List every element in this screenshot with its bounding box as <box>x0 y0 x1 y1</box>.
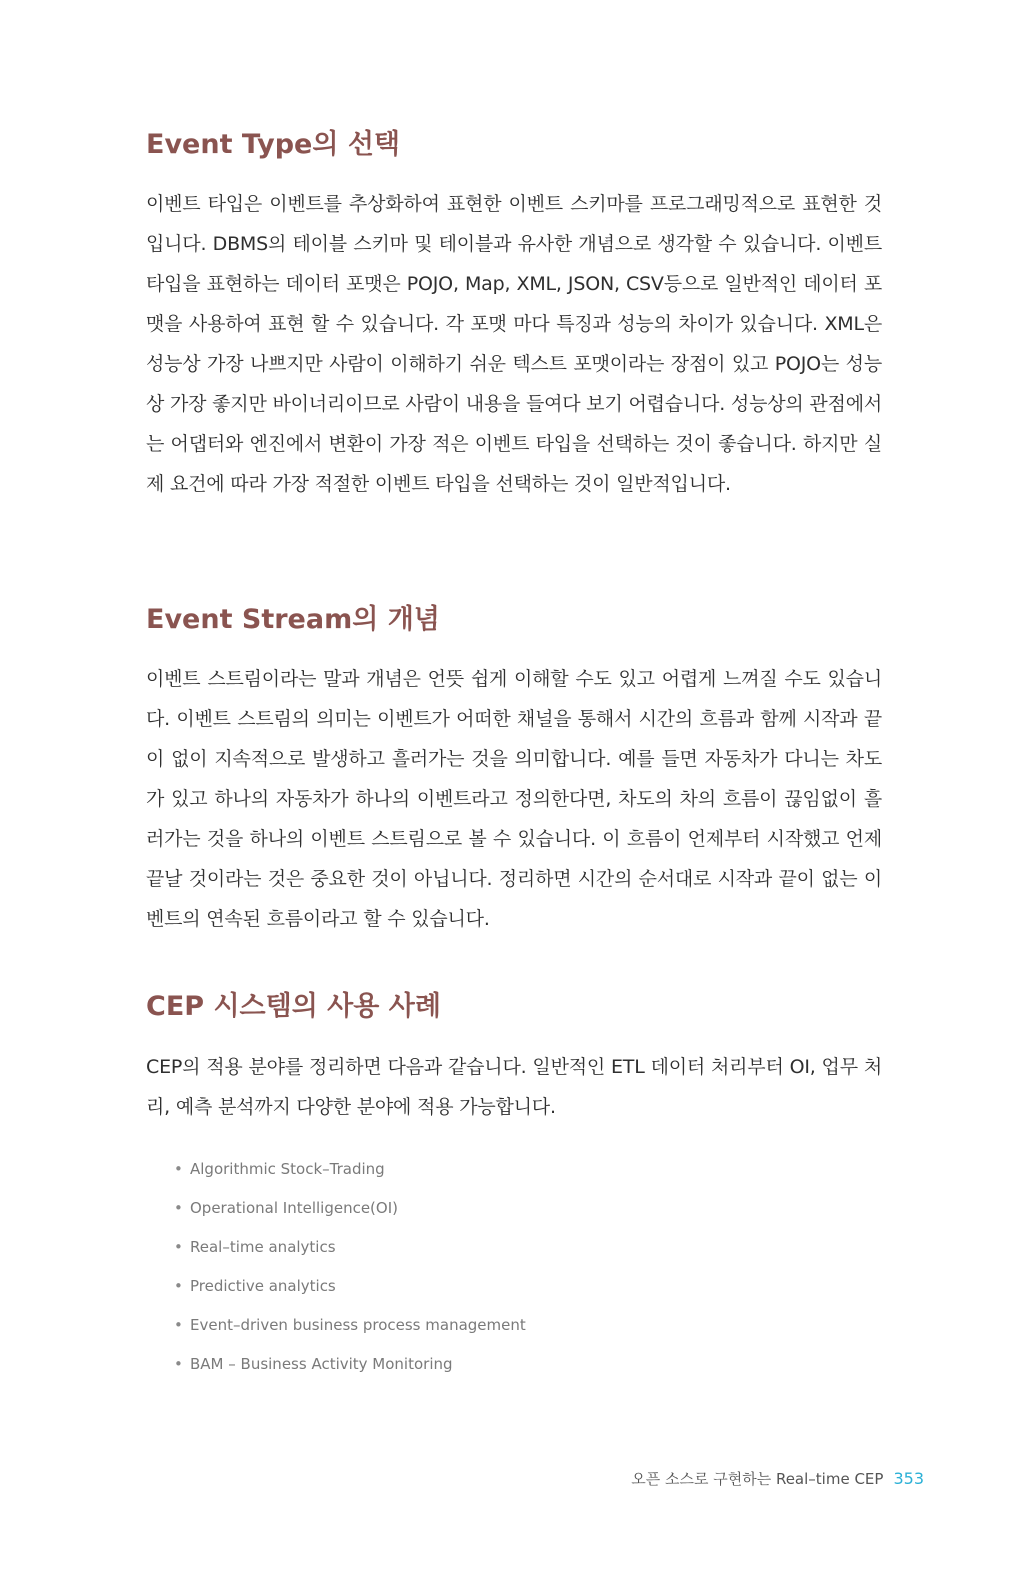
bullet-icon: • <box>174 1160 183 1178</box>
list-item <box>174 1267 526 1306</box>
list-item-text: Event–driven business process management <box>190 1316 526 1334</box>
running-title: 오픈 소스로 구현하는 Real–time CEP <box>631 1470 884 1488</box>
list-item-text: BAM – Business Activity Monitoring <box>190 1355 453 1373</box>
paragraph-event-stream: 이벤트 스트림이라는 말과 개념은 언뜻 쉽게 이해할 수도 있고 어렵게 느껴질 수도 있습니다. 이벤트 스트림의 의미는 이벤트가 어떠한 채널을 통해서 시간의 흐름과 함께 시작과 끝이 없이 지속적으로 발생하고 흘러가는 것을 의미합니다. 예를 들면 자동차가 다니는 차도가 있고 하나의 자동차가 하나의 이벤트라고 정의한다면, 차도의 차의 흐름이 끊임없이 흘러가는 것을 하나의 이벤트 스트림으로 볼 수 있습니다. 이 흐름이 언제부터 시작했고 언제 끝날 것이라는 것은 중요한 것이 아닙니다. 정리하면 시간의 순서대로 시작과 끝이 없는 이벤트의 연속된 흐름이라고 할 수 있습니다. <box>146 668 882 930</box>
list-item <box>174 1189 526 1228</box>
use-case-list <box>174 1150 526 1384</box>
bullet-icon: • <box>174 1277 183 1295</box>
bullet-icon: • <box>174 1316 183 1334</box>
list-item <box>174 1345 526 1384</box>
list-item <box>174 1150 526 1189</box>
section-title-cep-use-cases: CEP 시스템의 사용 사례 <box>146 991 441 1022</box>
list-item <box>174 1306 526 1345</box>
list-item-text: Predictive analytics <box>190 1277 336 1295</box>
paragraph-event-type: 이벤트 타입은 이벤트를 추상화하여 표현한 이벤트 스키마를 프로그래밍적으로 표현한 것입니다. DBMS의 테이블 스키마 및 테이블과 유사한 개념으로 생각할 수 있습니다. 이벤트 타입을 표현하는 데이터 포맷은 POJO, Map, XML, JSON, CSV등으로 일반적인 데이터 포맷을 사용하여 표현 할 수 있습니다. 각 포맷 마다 특징과 성능의 차이가 있습니다. XML은 성능상 가장 나쁘지만 사람이 이해하기 쉬운 텍스트 포맷이라는 장점이 있고 POJO는 성능상 가장 좋지만 바이너리이므로 사람이 내용을 들여다 보기 어렵습니다. 성능상의 관점에서는 어댑터와 엔진에서 변환이 가장 적은 이벤트 타입을 선택하는 것이 좋습니다. 하지만 실제 요건에 따라 가장 적절한 이벤트 타입을 선택하는 것이 일반적입니다. <box>146 193 882 495</box>
page-footer <box>631 1467 924 1491</box>
bullet-icon: • <box>174 1355 183 1373</box>
bullet-icon: • <box>174 1238 183 1256</box>
section-title-event-type: Event Type의 선택 <box>146 129 400 160</box>
bullet-icon: • <box>174 1199 183 1217</box>
page-number: 353 <box>893 1469 924 1488</box>
list-item <box>174 1228 526 1267</box>
list-item-text: Operational Intelligence(OI) <box>190 1199 398 1217</box>
list-item-text: Real–time analytics <box>190 1238 336 1256</box>
section-title-event-stream: Event Stream의 개념 <box>146 604 440 635</box>
paragraph-cep-use-cases: CEP의 적용 분야를 정리하면 다음과 같습니다. 일반적인 ETL 데이터 처리부터 OI, 업무 처리, 예측 분석까지 다양한 분야에 적용 가능합니다. <box>146 1056 882 1118</box>
list-item-text: Algorithmic Stock–Trading <box>190 1160 385 1178</box>
